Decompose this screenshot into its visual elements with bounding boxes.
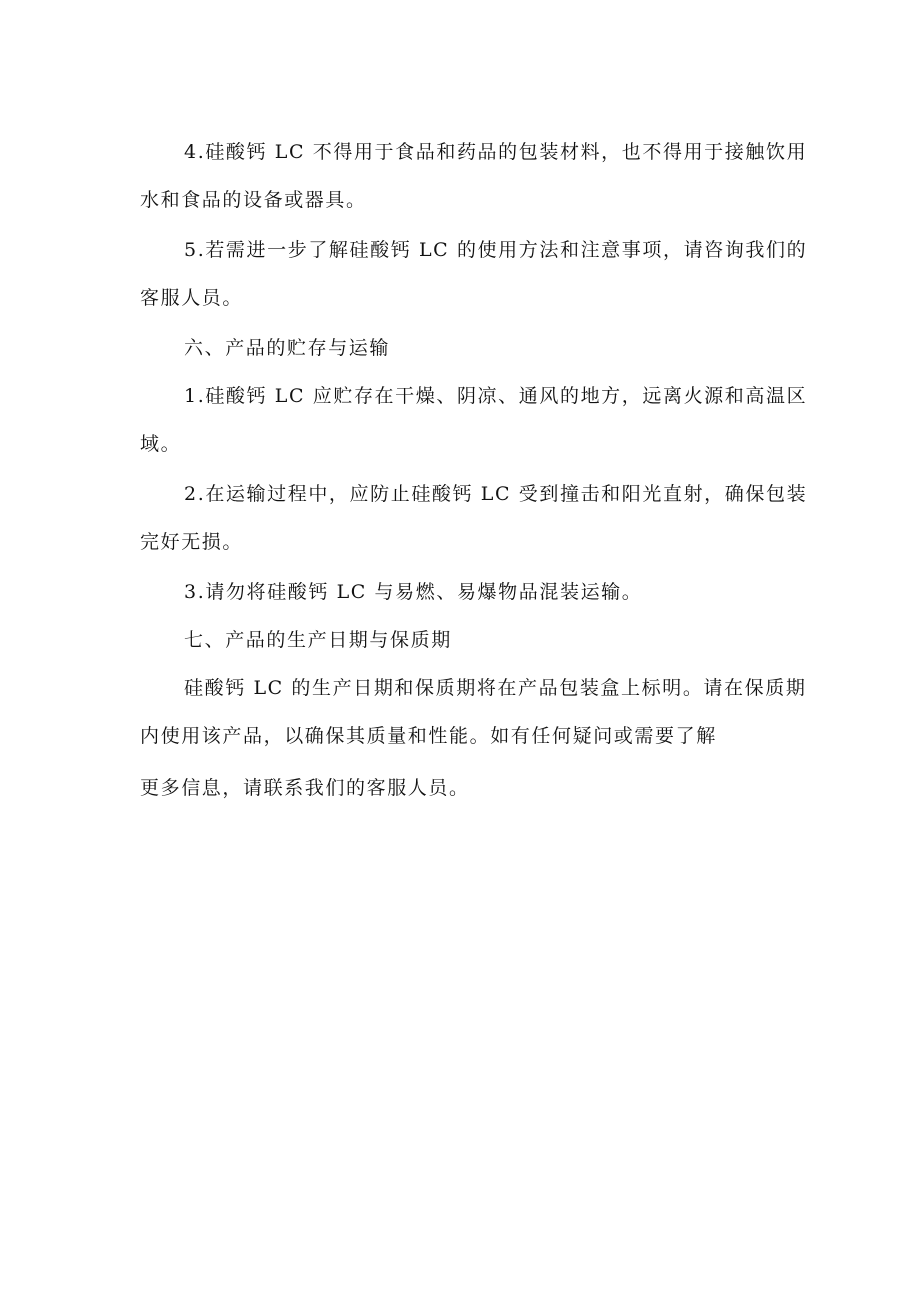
paragraph-storage-2 <box>140 470 808 566</box>
text-line: 域。 <box>140 433 182 455</box>
text-line: 3.请勿将硅酸钙 LC 与易燃、易爆物品混装运输。 <box>184 581 643 603</box>
text-line: 完好无损。 <box>140 531 244 553</box>
text-line: 内使用该产品，以确保其质量和性能。如有任何疑问或需要了解 <box>140 725 717 747</box>
paragraph-storage-3 <box>140 568 785 616</box>
paragraph-storage-1 <box>140 372 808 468</box>
heading-text: 七、产品的生产日期与保质期 <box>184 629 452 651</box>
paragraph-shelf-life <box>140 664 807 812</box>
text-line: 2.在运输过程中，应防止硅酸钙 LC 受到撞击和阳光直射，确保包装 <box>184 483 808 505</box>
text-line: 5.若需进一步了解硅酸钙 LC 的使用方法和注意事项，请咨询我们的 <box>184 239 808 261</box>
paragraph-item-4 <box>140 128 808 224</box>
section-heading-production-date <box>140 616 785 664</box>
heading-text: 六、产品的贮存与运输 <box>184 337 391 359</box>
text-line: 水和食品的设备或器具。 <box>140 189 367 211</box>
text-line: 1.硅酸钙 LC 应贮存在干燥、阴凉、通风的地方，远离火源和高温区 <box>184 385 808 407</box>
text-line: 客服人员。 <box>140 287 244 309</box>
text-line: 4.硅酸钙 LC 不得用于食品和药品的包装材料，也不得用于接触饮用 <box>184 141 808 163</box>
section-heading-storage <box>140 324 785 372</box>
paragraph-item-5 <box>140 226 808 322</box>
text-line: 硅酸钙 LC 的生产日期和保质期将在产品包装盒上标明。请在保质期 <box>184 677 807 699</box>
text-line: 更多信息，请联系我们的客服人员。 <box>140 777 470 799</box>
